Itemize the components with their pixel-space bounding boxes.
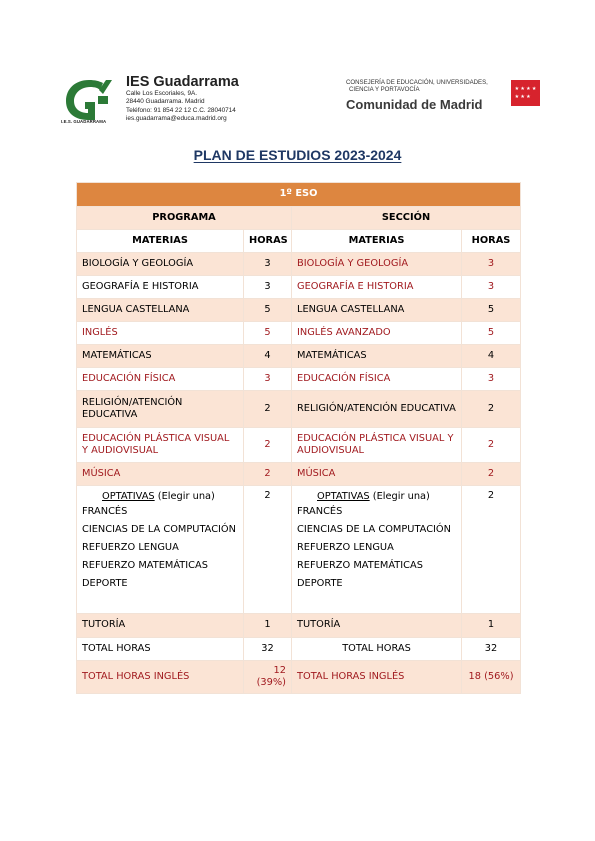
programa-subject: MATEMÁTICAS (77, 345, 244, 368)
programa-subject: LENGUA CASTELLANA (77, 299, 244, 322)
seccion-hours: 3 (462, 253, 521, 276)
seccion-hours: 2 (462, 428, 521, 463)
optativas-row (77, 486, 521, 614)
programa-ingles-pct: (39%) (256, 677, 286, 688)
programa-subject: MÚSICA (77, 463, 244, 486)
programa-total-hours: 32 (244, 638, 292, 661)
optativa-item: REFUERZO MATEMÁTICAS (82, 560, 208, 571)
optativa-item: REFUERZO LENGUA (82, 542, 179, 553)
seccion-hours: 4 (462, 345, 521, 368)
seccion-total-ingles-label: TOTAL HORAS INGLÉS (292, 661, 462, 694)
programa-optativas (77, 486, 244, 614)
seccion-header: SECCIÓN (292, 207, 521, 230)
materias-header: MATERIAS (292, 230, 462, 253)
programa-hours: 2 (244, 428, 292, 463)
seccion-subject: EDUCACIÓN PLÁSTICA VISUAL Y AUDIOVISUAL (292, 428, 462, 463)
seccion-subject: INGLÉS AVANZADO (292, 322, 462, 345)
programa-subject: EDUCACIÓN PLÁSTICA VISUAL Y AUDIOVISUAL (77, 428, 244, 463)
seccion-total-hours: 32 (462, 638, 521, 661)
horas-header: HORAS (244, 230, 292, 253)
school-logo (62, 76, 116, 124)
programa-subject: EDUCACIÓN FÍSICA (77, 368, 244, 391)
optativas-label: OPTATIVAS (102, 491, 155, 502)
optativas-suffix: (Elegir una) (154, 491, 215, 502)
phone-line: Teléfono: 91 854 22 12 C.C. 28040714 (126, 106, 236, 114)
column-header-row (77, 230, 521, 253)
seccion-hours: 5 (462, 299, 521, 322)
programa-hours: 4 (244, 345, 292, 368)
programa-total-ingles-hours (244, 661, 292, 694)
programa-total-label: TOTAL HORAS (77, 638, 244, 661)
programa-hours: 2 (244, 391, 292, 428)
seccion-subject: LENGUA CASTELLANA (292, 299, 462, 322)
consejeria-line: CONSEJERÍA DE EDUCACIÓN, UNIVERSIDADES, (346, 79, 488, 86)
consejeria-line: CIENCIA Y PORTAVOCÍA (349, 86, 420, 94)
seccion-hours: 2 (462, 391, 521, 428)
table-row (77, 428, 521, 463)
seccion-optativas-hours: 2 (462, 486, 521, 614)
table-row (77, 463, 521, 486)
programa-subject: INGLÉS (77, 322, 244, 345)
optativa-item: CIENCIAS DE LA COMPUTACIÓN (297, 524, 451, 535)
school-name: IES Guadarrama (126, 74, 239, 90)
programa-hours: 2 (244, 463, 292, 486)
programa-header: PROGRAMA (77, 207, 292, 230)
logo-caption: I.E.S. GUADARRAMA (61, 119, 107, 124)
school-info (126, 74, 239, 123)
course-header-row (77, 183, 521, 207)
address-line: 28440 Guadarrama. Madrid (126, 98, 205, 106)
table-row (77, 276, 521, 299)
total-row (77, 638, 521, 661)
table-row (77, 345, 521, 368)
optativas-heading (82, 490, 238, 503)
comunidad-name: Comunidad de Madrid (346, 96, 483, 112)
optativa-item: CIENCIAS DE LA COMPUTACIÓN (82, 524, 236, 535)
optativa-item: DEPORTE (82, 578, 128, 589)
table-row (77, 322, 521, 345)
horas-header: HORAS (462, 230, 521, 253)
programa-subject: BIOLOGÍA Y GEOLOGÍA (77, 253, 244, 276)
table-row (77, 253, 521, 276)
seccion-subject: BIOLOGÍA Y GEOLOGÍA (292, 253, 462, 276)
madrid-flag-icon: ★ ★ ★ ★ ★ ★ ★ (511, 80, 540, 106)
seccion-subject: MATEMÁTICAS (292, 345, 462, 368)
optativa-item: DEPORTE (297, 578, 343, 589)
seccion-subject: RELIGIÓN/ATENCIÓN EDUCATIVA (292, 391, 462, 428)
seccion-hours: 2 (462, 463, 521, 486)
seccion-total-label: TOTAL HORAS (292, 638, 462, 661)
address-line: Calle Los Escoriales, 9A. (126, 90, 198, 97)
programa-ingles-hours: 12 (273, 664, 286, 676)
comunidad-block (346, 79, 488, 112)
seccion-tutoria-hours: 1 (462, 614, 521, 638)
optativa-item: FRANCÉS (82, 506, 128, 517)
section-header-row (77, 207, 521, 230)
programa-hours: 5 (244, 322, 292, 345)
programa-hours: 5 (244, 299, 292, 322)
tutoria-row (77, 614, 521, 638)
programa-optativas-hours: 2 (244, 486, 292, 614)
programa-tutoria: TUTORÍA (77, 614, 244, 638)
optativa-item: FRANCÉS (297, 506, 343, 517)
total-ingles-row (77, 661, 521, 694)
page-title: PLAN DE ESTUDIOS 2023-2024 (193, 147, 402, 163)
seccion-subject: GEOGRAFÍA E HISTORIA (292, 276, 462, 299)
materias-header: MATERIAS (77, 230, 244, 253)
table-row (77, 391, 521, 428)
seccion-tutoria: TUTORÍA (292, 614, 462, 638)
optativa-item: REFUERZO MATEMÁTICAS (297, 560, 423, 571)
optativas-suffix: (Elegir una) (369, 491, 430, 502)
seccion-subject: EDUCACIÓN FÍSICA (292, 368, 462, 391)
seccion-subject: MÚSICA (292, 463, 462, 486)
optativas-label: OPTATIVAS (317, 491, 370, 502)
programa-tutoria-hours: 1 (244, 614, 292, 638)
programa-hours: 3 (244, 368, 292, 391)
programa-hours: 3 (244, 253, 292, 276)
seccion-hours: 3 (462, 276, 521, 299)
study-plan-table (76, 182, 521, 694)
programa-total-ingles-label: TOTAL HORAS INGLÉS (77, 661, 244, 694)
optativas-heading (297, 490, 456, 503)
programa-hours: 3 (244, 276, 292, 299)
course-label: 1º ESO (77, 183, 521, 207)
programa-subject: GEOGRAFÍA E HISTORIA (77, 276, 244, 299)
email-line: ies.guadarrama@educa.madrid.org (126, 114, 227, 122)
programa-subject: RELIGIÓN/ATENCIÓN EDUCATIVA (77, 391, 244, 428)
optativa-item: REFUERZO LENGUA (297, 542, 394, 553)
table-row (77, 299, 521, 322)
seccion-hours: 3 (462, 368, 521, 391)
table-row (77, 368, 521, 391)
seccion-total-ingles-value: 18 (56%) (462, 661, 521, 694)
seccion-optativas (292, 486, 462, 614)
seccion-hours: 5 (462, 322, 521, 345)
